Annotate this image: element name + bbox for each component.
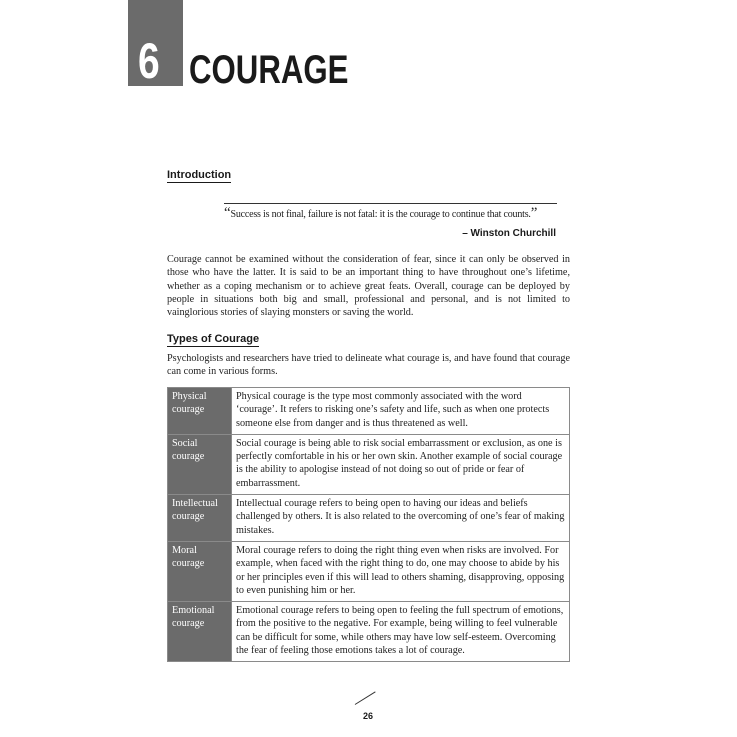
table-row [168, 602, 570, 662]
intro-paragraph: Courage cannot be examined without the consideration of fear, since it can only be observed in those who have the latter. It is said to be an important thing to have throughout one’s lifetime, whether as a coping mechanism or to achieve great feats. Overall, courage can be deployed by people in situations both big and small, professional and personal, and is not limited to vainglorious stories of slaying monsters or saving the world. [167, 254, 570, 319]
quote-text: Success is not final, failure is not fatal: it is the courage to continue that counts. [230, 209, 531, 220]
quote-rule [224, 203, 557, 204]
courage-type-term: Intellectual courage [168, 495, 232, 542]
courage-type-term: Emotional courage [168, 602, 232, 662]
quote-author: – Winston Churchill [462, 228, 556, 239]
section-heading-types: Types of Courage [167, 333, 260, 345]
table-row [168, 495, 570, 542]
courage-type-term: Physical courage [168, 388, 232, 435]
courage-types-table [167, 387, 570, 662]
types-paragraph: Psychologists and researchers have tried to delineate what courage is, and have found that courage can come in various forms. [167, 353, 570, 378]
chapter-title: COURAGE [189, 48, 349, 92]
open-quote-mark: “ [224, 205, 231, 221]
courage-type-description: Intellectual courage refers to being open to having our ideas and beliefs challenged by others. It is also related to the overcoming of one’s fear of making mistakes. [232, 495, 570, 542]
courage-type-term: Social courage [168, 434, 232, 494]
table-row [168, 541, 570, 601]
close-quote-mark: ” [530, 205, 538, 221]
epigraph-quote [224, 205, 557, 221]
courage-type-description: Physical courage is the type most commonly associated with the word ‘courage’. It refers to risking one’s safety and life, such as when one protects someone else from danger and is thus threatened as well. [232, 388, 570, 435]
courage-type-description: Social courage is being able to risk social embarrassment or exclusion, as one is perfectly comfortable in his or her own skin. Another example of social courage is the ability to apologise instead of not doing so out of pride or fear of embarrassment. [232, 434, 570, 494]
section-heading-introduction: Introduction [167, 169, 232, 181]
courage-type-term: Moral courage [168, 541, 232, 601]
chapter-number: 6 [138, 33, 160, 89]
table-row [168, 434, 570, 494]
courage-type-description: Moral courage refers to doing the right thing even when risks are involved. For example, when faced with the right thing to do, one may choose to abide by his or her principles even if this will lead to others shaming, disapproving, opposing to even punishing him or her. [232, 541, 570, 601]
page-number: 26 [363, 711, 374, 721]
table-row [168, 388, 570, 435]
courage-type-description: Emotional courage refers to being open to feeling the full spectrum of emotions, from the positive to the negative. For example, being willing to feel vulnerable can be difficult for some, while others may have low self-esteem. Overcoming the fear of feeling those emotions takes a lot of courage. [232, 602, 570, 662]
footer-slash [355, 691, 376, 705]
